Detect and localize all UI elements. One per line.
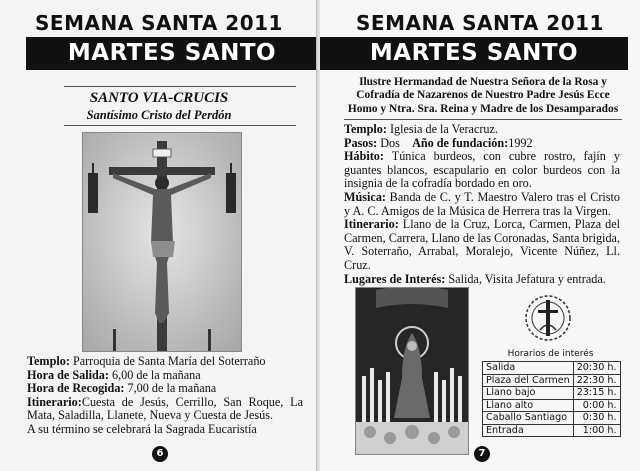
schedule-table [482,361,621,437]
detail-templo: Templo: Parroquia de Santa María del Soterraño [27,354,266,368]
closing-note: A su término se celebrará la Sagrada Eucaristía [27,421,257,436]
table-row: Llano bajo 23:15 h. [483,387,621,400]
left-page-header: SEMANA SANTA 2011 [35,11,283,35]
right-page-header: SEMANA SANTA 2011 [356,11,604,35]
detail-habito: Hábito: Túnica burdeos, con cubre rostro, fajín y guantes blancos, escapulario en color burdeos con la insignia de la cofradía bordado en oro. [344,149,620,191]
table-row: Caballo Santiago 0:30 h. [483,412,621,425]
title-top-rule [64,86,296,87]
detail-hora-recogida: Hora de Recogida: 7,00 de la mañana [27,381,217,396]
procession-title: SANTO VIA-CRUCIS [89,90,229,106]
virgin-image [356,288,468,454]
image-title: Santísimo Cristo del Perdón [86,108,232,122]
brotherhood-emblem-icon [520,290,576,346]
left-page-day-band: MARTES SANTO [26,37,318,70]
schedule-title: Horarios de interés [507,349,594,359]
detail-itinerario-right: Itinerario: Llano de la Cruz, Lorca, Carmen, Plaza del Carmen, Carrera, Llano de las Coronadas, Santa brigida, V. Soterraño, Arrabal, Moralejo, Vicente Núñez, Ll. Cruz. [344,217,620,272]
detail-templo-right: Templo: Iglesia de la Veracruz. [344,122,498,136]
table-row: Llano alto 0:00 h. [483,399,621,412]
page-number-left: 6 [152,446,168,462]
right-page-day-band: MARTES SANTO [320,37,628,70]
detail-hora-salida: Hora de Salida: 6,00 de la mañana [27,367,201,382]
right-details [344,123,620,286]
brotherhood-name: Ilustre Hermandad de Nuestra Señora de la Rosa y Cofradía de Nazarenos de Nuestro Padre Jesús Ecce Homo y Ntra. Sra. Reina y Madre de los Desamparados [347,76,619,115]
crucifix-image [83,133,241,351]
detail-lugares: Lugares de Interés: Salida, Visita Jefatura y entrada. [344,271,606,286]
table-row: Entrada 1:00 h. [483,424,621,437]
detail-pasos: Pasos: Dos Año de fundación:1992 [344,135,533,150]
title-bottom-rule [64,125,296,126]
left-details [27,355,303,437]
detail-musica: Música: Banda de C. y T. Maestro Valero tras el Cristo y A. C. Amigos de la Música de Herrera tras la Virgen. [344,189,620,218]
table-row: Plaza del Carmen 22:30 h. [483,374,621,387]
crucifix-photo [82,132,242,352]
brotherhood-rule [344,119,622,120]
virgin-photo [355,287,469,455]
left-page [0,0,318,471]
detail-itinerario: Itinerario:Cuesta de Jesús, Cerrillo, San Roque, La Mata, Saladilla, Llanete, Nueva y Cuesta de Jesús. [27,394,303,423]
table-row: Salida 20:30 h. [483,362,621,375]
page-number-right: 7 [474,446,490,462]
